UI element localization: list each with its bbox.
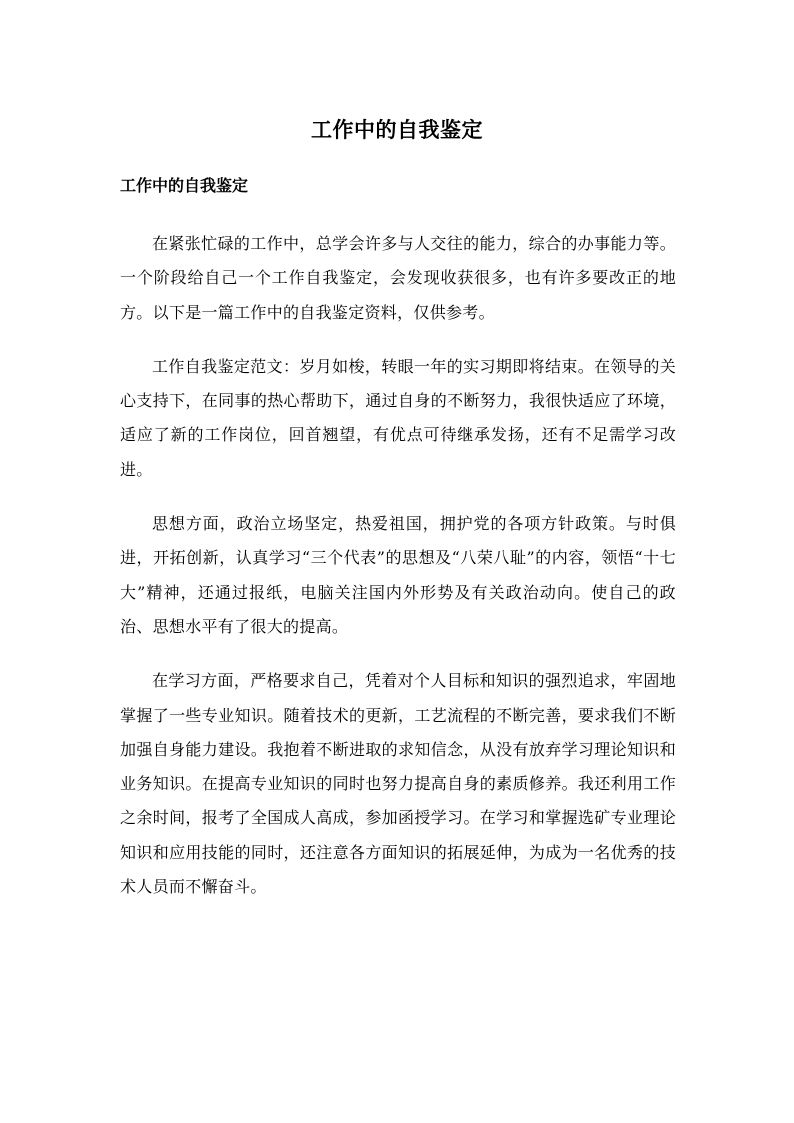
document-title: 工作中的自我鉴定 bbox=[311, 117, 483, 142]
paragraph-ideology: 思想方面，政治立场坚定，热爱祖国，拥护党的各项方针政策。与时俱进，开拓创新，认真学习“三个代表”的思想及“八荣八耻”的内容，领悟“十七大”精神，还通过报纸，电脑关注国内外形势及有关政治动向。使自己的政治、思想水平有了很大的提高。 bbox=[120, 514, 676, 636]
paragraph-sample-opening: 工作自我鉴定范文：岁月如梭，转眼一年的实习期即将结束。在领导的关心支持下，在同事的热心帮助下，通过自身的不断努力，我很快适应了环境，适应了新的工作岗位，回首翘望，有优点可待继承发扬，还有不足需学习改进。 bbox=[120, 356, 676, 479]
paragraph-intro: 在紧张忙碌的工作中，总学会许多与人交往的能力，综合的办事能力等。一个阶段给自己一个工作自我鉴定，会发现收获很多，也有许多要改正的地方。以下是一篇工作中的自我鉴定资料，仅供参考。 bbox=[120, 234, 676, 322]
document-body bbox=[120, 227, 676, 924]
paragraph-study: 在学习方面，严格要求自己，凭着对个人目标和知识的强烈追求，牢固地掌握了一些专业知识。随着技术的更新，工艺流程的不断完善，要求我们不断加强自身能力建设。我抱着不断进取的求知信念，从没有放弃学习理论知识和业务知识。在提高专业知识的同时也努力提高自身的素质修养。我还利用工作之余时间，报考了全国成人高成，参加函授学习。在学习和掌握选矿专业理论知识和应用技能的同时，还注意各方面知识的拓展延伸，为成为一名优秀的技术人员而不懈奋斗。 bbox=[120, 671, 676, 897]
section-heading: 工作中的自我鉴定 bbox=[120, 176, 249, 195]
